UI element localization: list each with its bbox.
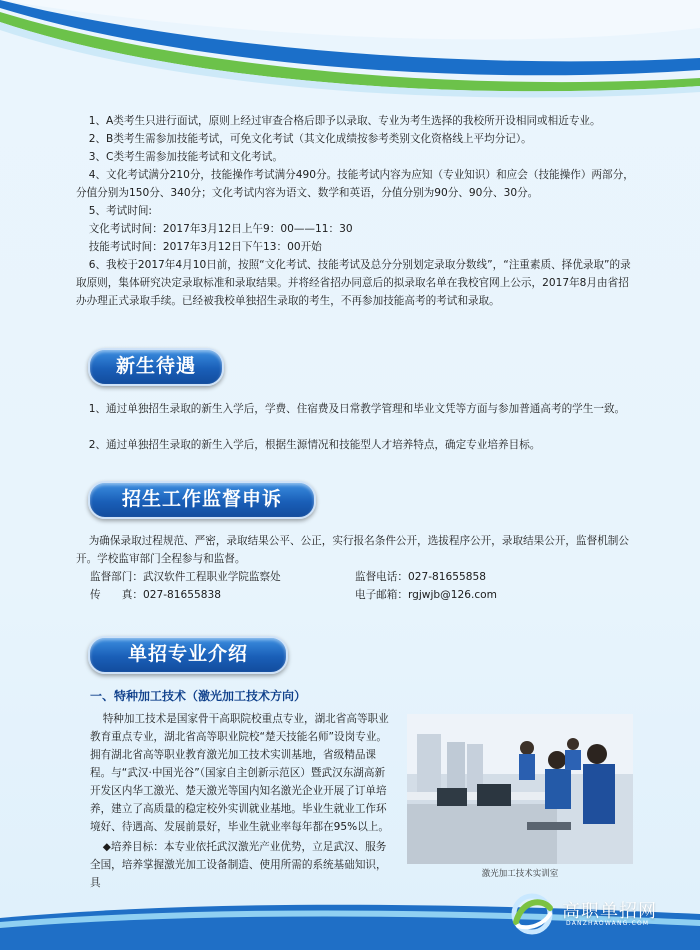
header-swoosh [0,0,700,100]
supervision-fax-label: 传 真： [90,589,143,601]
supervision-phone [355,568,486,586]
laser-lab-photo [407,714,633,864]
supervision-fax [90,586,221,604]
supervision-email [355,586,497,604]
section-title-supervision: 招生工作监督申诉 [88,481,316,519]
supervision-fax-value: 027-81655838 [142,589,221,601]
skill-exam-time: 技能考试时间：2017年3月12日下午13：00开始 [88,241,322,253]
rule-1: 1、A类考生只进行面试，原则上经过审查合格后即予以录取、专业为考生选择的我校所开设相同或相近专业。 [88,115,601,127]
watermark-logo-icon [508,892,556,936]
photo-caption: 激光加工技术实训室 [481,869,559,879]
rule-5: 5、考试时间: [88,205,152,217]
supervision-dept-label: 监督部门： [90,571,143,583]
section-title-majors: 单招专业介绍 [88,636,288,674]
supervision-dept-value: 武汉软件工程职业学院监察处 [142,571,281,583]
section-title-benefits: 新生待遇 [88,348,224,386]
rule-3: 3、C类考生需参加技能考试和文化考试。 [88,151,283,163]
major-subtitle: 一、特种加工技术（激光加工技术方向） [90,689,307,703]
supervision-email-value: rgjwjb@126.com [407,589,497,601]
supervision-dept [90,568,281,586]
benefit-1: 1、通过单独招生录取的新生入学后，学费、住宿费及日常教学管理和毕业文凭等方面与参加普通高考的学生一致。 [88,403,626,415]
major-description: 特种加工技术是国家骨干高职院校重点专业，湖北省高等职业教育重点专业，湖北省高等职业院校“楚天技能名师”设岗专业。拥有湖北省高等职业教育激光加工技术实训基地，省级精品课程。与“武汉·中国光谷”（国家自主创新示范区）暨武汉东湖高新开发区内华工激光、楚天激光等国内知名激光企业开展了订单培养，建立了高质量的稳定校外实训就业基地。毕业生就业工作环境好、待遇高、发展前景好，毕业生就业率每年都在95%以上。 [90,713,389,833]
rule-4: 4、文化考试满分210分，技能操作考试满分490分。技能考试内容为应知（专业知识）和应会（技能操作）两部分，分值分别为150分、340分；文化考试内容为语文、数学和英语，分值分别为90分、90分、30分。 [76,169,634,199]
watermark-name: 高职单招网 [562,901,657,922]
culture-exam-time: 文化考试时间：2017年3月12日上午9：00——11：30 [88,223,353,235]
benefit-2: 2、通过单独招生录取的新生入学后，根据生源情况和技能型人才培养特点，确定专业培养目标。 [88,439,541,451]
rule-6: 6、我校于2017年4月10日前，按照“文化考试、技能考试及总分分别划定录取分数线”，“注重素质、择优录取”的录取原则，集体研究决定录取标准和录取结果。并将经省招办同意后的拟录取名单在我校官网上公示，2017年8月由省招办办理正式录取手续。已经被我校单独招生录取的考生，不再参加技能高考的考试和录取。 [76,259,631,307]
supervision-phone-value: 027-81655858 [407,571,486,583]
supervision-phone-label: 监督电话： [355,571,408,583]
supervision-intro: 为确保录取过程规范、严密，录取结果公平、公正，实行报名条件公开，选拔程序公开，录取结果公开，监督机制公开。学校监审部门全程参与和监督。 [76,535,629,565]
supervision-email-label: 电子邮箱： [355,589,408,601]
major-training-goal: ◆培养目标：本专业依托武汉激光产业优势，立足武汉、服务全国，培养掌握激光加工设备制造、使用所需的系统基础知识，具 [90,841,387,889]
watermark-url: DANZHAOWANG.COM [566,920,650,927]
rule-2: 2、B类考生需参加技能考试，可免文化考试（其文化成绩按参考类别文化资格线上平均分记）。 [88,133,532,145]
